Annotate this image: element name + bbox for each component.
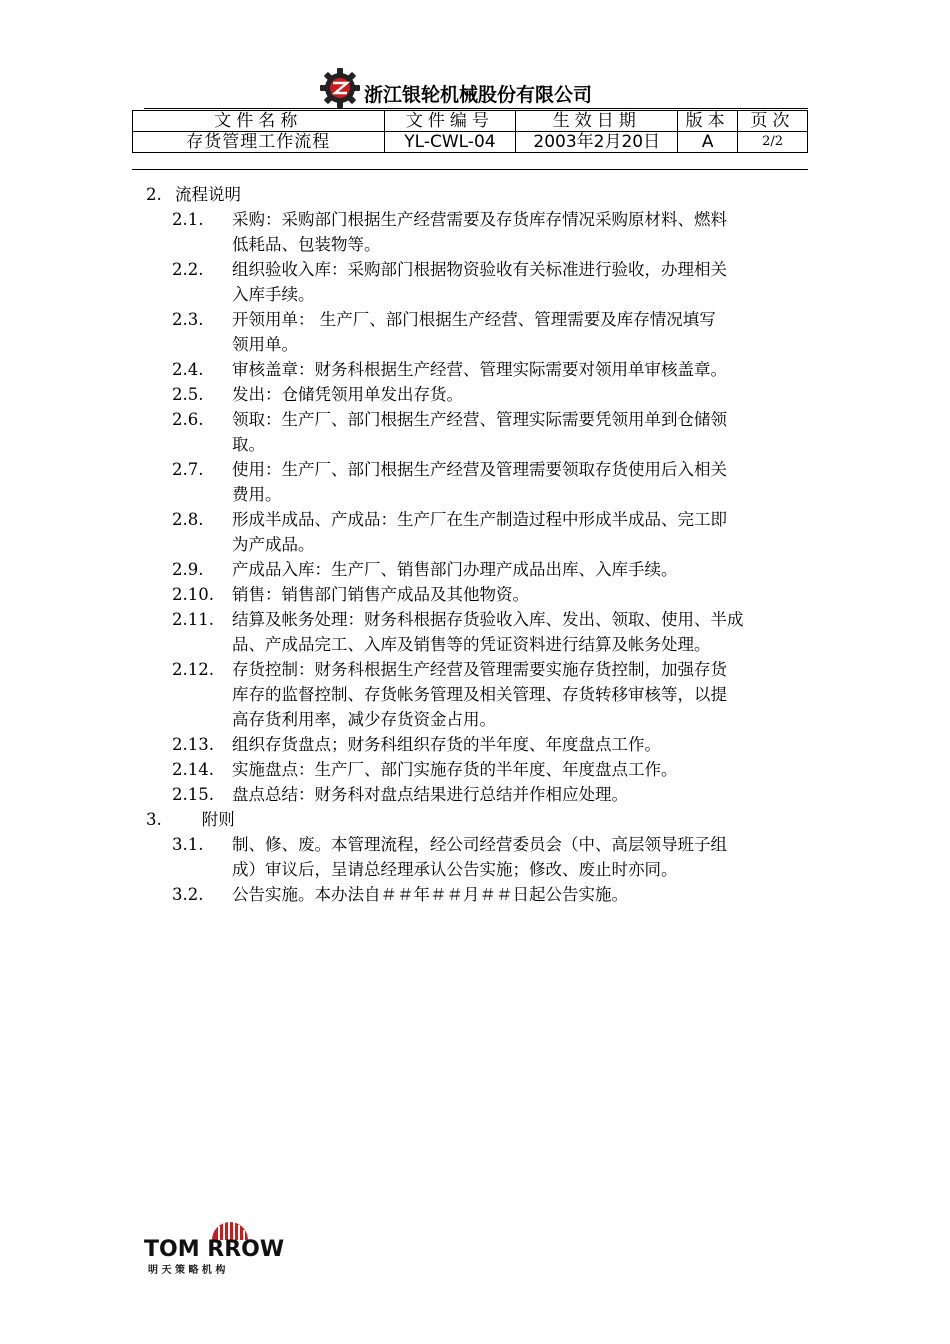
item-text-line: 品、产成品完工、入库及销售等的凭证资料进行结算及帐务处理。 <box>232 635 711 654</box>
item-number: 2.7. <box>172 460 204 479</box>
item-number: 2.5. <box>172 385 204 404</box>
item-text-line: 使用：生产厂、部门根据生产经营及管理需要领取存货使用后入相关 <box>232 460 727 479</box>
item-text-line: 开领用单： 生产厂、部门根据生产经营、管理需要及库存情况填写 <box>232 310 716 329</box>
item-text-line: 取。 <box>232 435 265 454</box>
item-number: 2.1. <box>172 210 204 229</box>
file-name-value: 存货管理工作流程 <box>133 132 385 153</box>
item-number: 2.9. <box>172 560 204 579</box>
item-number: 2.12. <box>172 660 214 679</box>
item-number: 2.8. <box>172 510 204 529</box>
item-text-line: 为产成品。 <box>232 535 315 554</box>
item-text-line: 形成半成品、产成品：生产厂在生产制造过程中形成半成品、完工即 <box>232 510 727 529</box>
company-name: 浙江银轮机械股份有限公司 <box>364 83 593 106</box>
item-text-line: 公告实施。本办法自＃＃年＃＃月＃＃日起公告实施。 <box>232 885 628 904</box>
item-text-line: 发出：仓储凭领用单发出存货。 <box>232 385 463 404</box>
item-number: 2.3. <box>172 310 204 329</box>
item-number: 2.11. <box>172 610 214 629</box>
section-2-number: 2. <box>146 185 162 204</box>
item-text-line: 组织存货盘点；财务科组织存货的半年度、年度盘点工作。 <box>232 735 661 754</box>
item-number: 2.13. <box>172 735 214 754</box>
effective-date-value: 2003年2月20日 <box>516 132 678 153</box>
footer-logo-icon <box>140 1210 310 1280</box>
item-number: 2.10. <box>172 585 214 604</box>
item-number: 3.2. <box>172 885 204 904</box>
col-version-label: 版本 <box>678 111 738 132</box>
item-text-line: 库存的监督控制、存货帐务管理及相关管理、存货转移审核等，以提 <box>232 685 727 704</box>
section-3-title: 附则 <box>201 810 235 829</box>
item-text-line: 盘点总结：财务科对盘点结果进行总结并作相应处理。 <box>232 785 628 804</box>
item-text-line: 制、修、废。本管理流程，经公司经营委员会（中、高层领导班子组 <box>232 835 727 854</box>
item-number: 2.15. <box>172 785 214 804</box>
item-text-line: 销售：销售部门销售产成品及其他物资。 <box>232 585 529 604</box>
item-text-line: 存货控制：财务科根据生产经营及管理需要实施存货控制，加强存货 <box>232 660 727 679</box>
info-table-value-row <box>133 132 808 153</box>
info-table-header-row <box>133 111 808 132</box>
item-number: 3.1. <box>172 835 204 854</box>
item-text-line: 低耗品、包装物等。 <box>232 235 381 254</box>
section-2-heading <box>146 182 241 207</box>
file-number-value: YL-CWL-04 <box>384 132 516 153</box>
col-file-name-label: 文件名称 <box>133 111 385 132</box>
col-page-label: 页次 <box>738 111 808 132</box>
section-3-heading <box>146 807 235 832</box>
item-text-line: 结算及帐务处理：财务科根据存货验收入库、发出、领取、使用、半成 <box>232 610 744 629</box>
item-text-line: 成）审议后，呈请总经理承认公告实施；修改、废止时亦同。 <box>232 860 678 879</box>
item-number: 2.6. <box>172 410 204 429</box>
section-3-number: 3. <box>146 810 162 829</box>
item-text-line: 采购：采购部门根据生产经营需要及存货库存情况采购原材料、燃料 <box>232 210 727 229</box>
col-effective-date-label: 生效日期 <box>516 111 678 132</box>
version-value: A <box>678 132 738 153</box>
item-text-line: 审核盖章：财务科根据生产经营、管理实际需要对领用单审核盖章。 <box>232 360 727 379</box>
item-number: 2.4. <box>172 360 204 379</box>
page-value: 2/2 <box>738 132 808 153</box>
item-number: 2.14. <box>172 760 214 779</box>
item-text-line: 实施盘点：生产厂、部门实施存货的半年度、年度盘点工作。 <box>232 760 678 779</box>
document-info-table <box>132 110 808 153</box>
company-logo-icon <box>318 66 362 110</box>
item-text-line: 领取：生产厂、部门根据生产经营、管理实际需要凭领用单到仓储领 <box>232 410 727 429</box>
footer-logo-text: TOM RROW <box>144 1237 285 1262</box>
company-header <box>318 66 592 110</box>
item-text-line: 领用单。 <box>232 335 298 354</box>
item-text-line: 入库手续。 <box>232 285 315 304</box>
item-number: 2.2. <box>172 260 204 279</box>
header-rule-top <box>144 108 808 109</box>
item-text-line: 组织验收入库：采购部门根据物资验收有关标准进行验收，办理相关 <box>232 260 727 279</box>
item-text-line: 产成品入库：生产厂、销售部门办理产成品出库、入库手续。 <box>232 560 678 579</box>
header-rule-bottom <box>132 169 808 170</box>
item-text-line: 费用。 <box>232 485 282 504</box>
item-text-line: 高存货利用率，减少存货资金占用。 <box>232 710 496 729</box>
footer-logo-subtext: 明 天 策 略 机 构 <box>148 1265 226 1276</box>
section-2-title: 流程说明 <box>175 185 241 204</box>
col-file-number-label: 文件编号 <box>384 111 516 132</box>
